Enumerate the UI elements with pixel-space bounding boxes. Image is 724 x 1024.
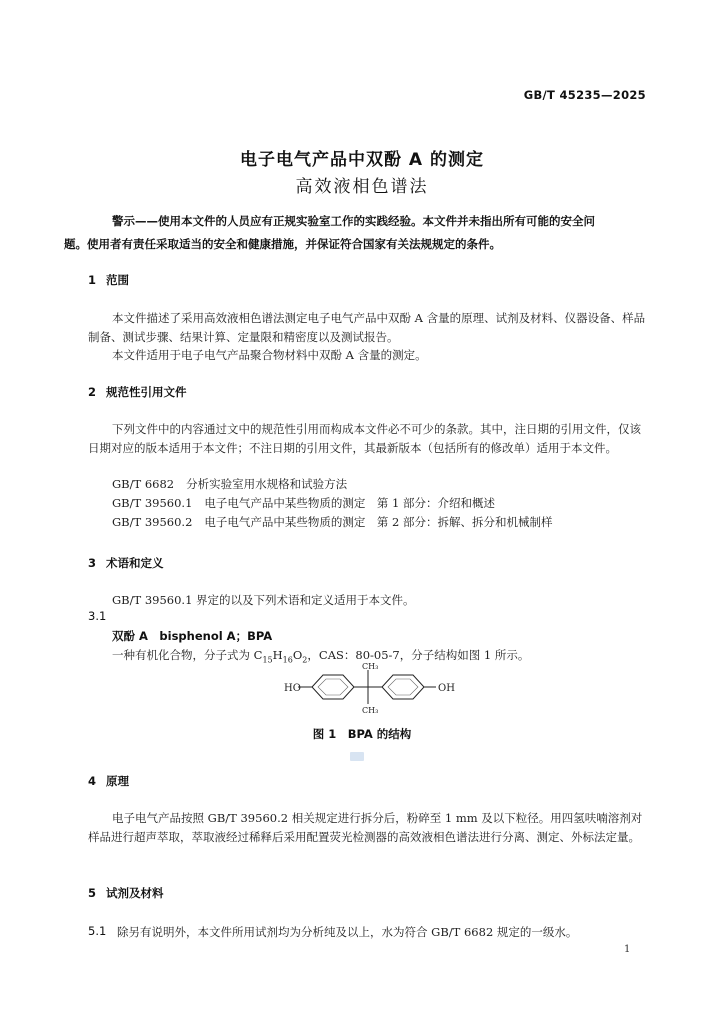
benzene-ring-left-inner bbox=[318, 679, 348, 695]
section-1-title: 范围 bbox=[106, 273, 129, 287]
clause-3-1-number: 3.1 bbox=[88, 609, 107, 623]
reference-title: 电子电气产品中某些物质的测定 第 2 部分：拆解、拆分和机械制样 bbox=[204, 515, 553, 529]
watermark-logo bbox=[350, 752, 364, 761]
section-1-paragraph-2: 本文件适用于电子电气产品聚合物材料中双酚 A 含量的测定。 bbox=[112, 348, 427, 362]
section-2-number: 2 bbox=[88, 385, 97, 399]
section-5-paragraph-1: 除另有说明外，本文件所用试剂均为分析纯及以上，水为符合 GB/T 6682 规定的一级水。 bbox=[117, 925, 578, 939]
section-1-paragraph-1: 本文件描述了采用高效液相色谱法测定电子电气产品中双酚 A 含量的原理、试剂及材料、仪器设备、样品制备、测试步骤、结果计算、定量限和精密度以及测试报告。 bbox=[88, 311, 646, 344]
standard-code: GB/T 45235—2025 bbox=[523, 88, 646, 102]
section-4-heading bbox=[88, 773, 129, 789]
section-3-number: 3 bbox=[88, 556, 97, 570]
page-number: 1 bbox=[624, 944, 631, 955]
warning-line-1: 警示——使用本文件的人员应有正规实验室工作的实践经验。本文件并未指出所有可能的安全问 bbox=[112, 214, 595, 228]
reference-item bbox=[112, 476, 347, 492]
section-5-number: 5 bbox=[88, 886, 97, 900]
methyl-bottom-label: CH₃ bbox=[362, 706, 379, 715]
section-1-number: 1 bbox=[88, 273, 97, 287]
section-3-title: 术语和定义 bbox=[106, 556, 164, 570]
benzene-ring-right-inner bbox=[388, 679, 418, 695]
term-entry: 双酚 A bisphenol A；BPA bbox=[112, 629, 273, 643]
section-1-heading bbox=[88, 272, 129, 288]
methyl-top-label: CH₃ bbox=[362, 662, 379, 671]
hydroxyl-right-label: OH bbox=[438, 683, 455, 694]
reference-item bbox=[112, 495, 495, 511]
reference-title: 电子电气产品中某些物质的测定 第 1 部分：介绍和概述 bbox=[204, 496, 496, 510]
section-4-paragraph-1: 电子电气产品按照 GB/T 39560.2 相关规定进行拆分后，粉碎至 1 mm 及以下粒径。用四氢呋喃溶剂对样品进行超声萃取，萃取液经过稀释后采用配置荧光检测器的高效液相色谱法进行分离、测定、外标法定量。 bbox=[88, 811, 643, 844]
term-definition: 一种有机化合物，分子式为 $C_{15}H_{16}O_2$，CAS：80-05-7，分子结构如图 1 所示。 bbox=[112, 648, 530, 665]
section-2-heading bbox=[88, 384, 187, 400]
reference-code: GB/T 6682 bbox=[112, 477, 175, 491]
section-2-title: 规范性引用文件 bbox=[106, 385, 187, 399]
document-title: 电子电气产品中双酚 A 的测定 bbox=[240, 150, 484, 170]
section-2-paragraph-1: 下列文件中的内容通过文中的规范性引用而构成本文件必不可少的条款。其中，注日期的引用文件，仅该日期对应的版本适用于本文件；不注日期的引用文件，其最新版本（包括所有的修改单）适用于本文件。 bbox=[88, 422, 641, 455]
warning-line-2: 题。使用者有责任采取适当的安全和健康措施，并保证符合国家有关法规规定的条件。 bbox=[64, 237, 501, 251]
clause-5-1-number: 5.1 bbox=[88, 924, 107, 938]
section-3-heading bbox=[88, 555, 164, 571]
hydroxyl-left-label: HO bbox=[284, 683, 301, 694]
section-3-paragraph-1: GB/T 39560.1 界定的以及下列术语和定义适用于本文件。 bbox=[112, 593, 415, 607]
reference-code: GB/T 39560.2 bbox=[112, 515, 193, 529]
warning-notice bbox=[64, 210, 648, 256]
reference-title: 分析实验室用水规格和试验方法 bbox=[186, 477, 348, 491]
bpa-structure-diagram bbox=[280, 660, 480, 716]
section-4-number: 4 bbox=[88, 774, 97, 788]
reference-item bbox=[112, 514, 553, 530]
section-4-title: 原理 bbox=[106, 774, 129, 788]
figure-caption: 图 1 BPA 的结构 bbox=[312, 727, 412, 741]
section-5-title: 试剂及材料 bbox=[106, 886, 164, 900]
section-5-heading bbox=[88, 885, 164, 901]
reference-code: GB/T 39560.1 bbox=[112, 496, 193, 510]
document-subtitle: 高效液相色谱法 bbox=[295, 177, 429, 197]
